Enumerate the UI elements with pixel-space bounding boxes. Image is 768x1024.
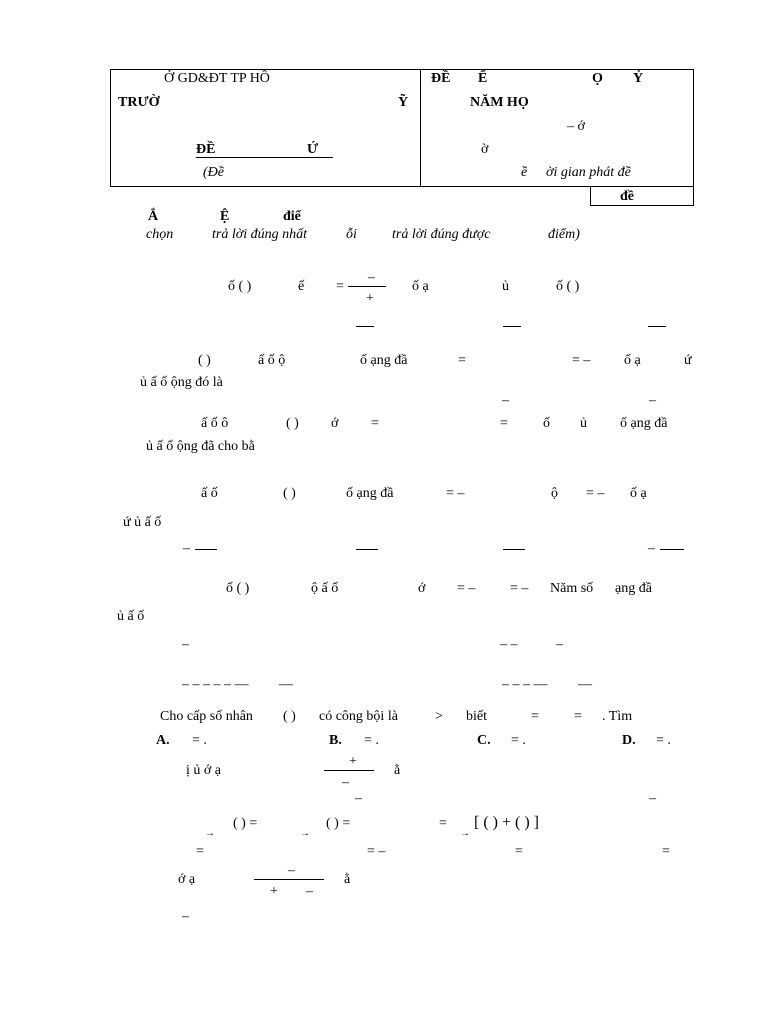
q7-limit-4: [ ( ) + ( ) ] [474, 814, 539, 831]
q7-option-a: = [196, 844, 204, 859]
q4-option-c-line [503, 549, 525, 550]
q4-text-g: ố ạ [630, 486, 647, 501]
q3-text-g: ủ [580, 416, 587, 431]
q5-text-b: ộ ấ ố [311, 581, 339, 596]
q7-frac-num: + [349, 754, 357, 769]
section-instr-b: trả lời đúng nhất [212, 227, 307, 242]
q5-line2: ủ ấ ố [117, 609, 145, 624]
q4-option-b-line [356, 549, 378, 550]
q4-option-a-line [195, 549, 217, 550]
q7-text-b: ằ [394, 763, 401, 778]
section-instr-a: chọn [146, 227, 174, 242]
q5-row1-mark-a: – [182, 637, 189, 652]
header-exam-title-b: Ế [478, 71, 488, 86]
q6-text-a: Cho cấp số nhân [160, 709, 253, 724]
q8-frac-den-b: – [306, 884, 313, 899]
q6-option-c-label: C. [477, 733, 491, 748]
header-exam-title-a: ĐỀ [431, 71, 451, 86]
q7-arrow-2: → [300, 828, 310, 839]
header-page-note: (Đề [203, 165, 224, 180]
header-school-year: NĂM HỌ [470, 95, 529, 110]
q4-text-e: ộ [551, 486, 558, 501]
section-title-c: điể [283, 209, 301, 224]
q6-eq1: = [531, 709, 539, 724]
q5-eq1: = – [457, 581, 476, 596]
q8-text-a: ớ ạ [178, 872, 196, 887]
q4-text-b: ( ) [283, 486, 296, 501]
q5-text-g: ạng đầ [615, 581, 652, 596]
header-underline [196, 157, 333, 158]
q7-option-mark-1: – [355, 791, 362, 806]
section-instr-e: điểm) [548, 227, 580, 242]
q6-option-d-label: D. [622, 733, 636, 748]
q4-line2: ứ ủ ấ ố [123, 515, 162, 530]
q2-text-f: ố ạ [624, 353, 641, 368]
q6-option-d-value: = . [656, 733, 671, 748]
q2-eq2: = – [572, 353, 591, 368]
q4-option-d-line [660, 549, 684, 550]
q6-option-a-label: A. [156, 733, 170, 748]
q6-text-c: có công bội là [319, 709, 398, 724]
q6-option-a-value: = . [192, 733, 207, 748]
q1-text-a: ố ( ) [228, 279, 252, 294]
q8-option-mark-1: – [182, 909, 189, 924]
q5-row1-mark-b: – – [500, 637, 518, 652]
q4-text-c: ố ạng đầ [346, 486, 394, 501]
q1-frac-line [348, 286, 386, 287]
q2-option-mark-1: – [502, 393, 509, 408]
q1-frac-num: – [368, 270, 375, 285]
q4-option-mark-4: – [648, 541, 655, 556]
q3-text-c: ớ [331, 416, 339, 431]
q6-text-b: ( ) [283, 709, 296, 724]
q4-eq1: = – [446, 486, 465, 501]
header-time-note-b: ời gian phát đề [546, 165, 631, 180]
q1-option-a-line [356, 326, 374, 327]
q5-row2-marks-b: — [279, 677, 293, 692]
q7-arrow-3: → [460, 828, 470, 839]
q8-frac-num: – [288, 863, 295, 878]
q5-text-f: Năm số [550, 581, 594, 596]
q8-text-b: ằ [344, 872, 351, 887]
q7-arrow-1: → [205, 828, 215, 839]
q4-option-mark-1: – [183, 541, 190, 556]
header-exam-type-b: Ứ [307, 142, 319, 157]
q5-row1-mark-c: – [556, 637, 563, 652]
header-exam-title-c: Ọ [592, 71, 603, 86]
q5-row2-marks-c: – – – — [502, 677, 548, 692]
q3-eq1: = [371, 416, 379, 431]
q5-eq2: = – [510, 581, 529, 596]
q7-option-c: = [515, 844, 523, 859]
header-time-note-a: ề [521, 165, 528, 180]
header-exam-title-d: Ỷ [633, 71, 644, 86]
q7-frac-line [324, 770, 374, 771]
q6-option-b-label: B. [329, 733, 342, 748]
q1-frac-den: + [366, 291, 374, 306]
q5-row2-marks-d: — [578, 677, 592, 692]
q2-text-b: ấ ố ộ [258, 353, 286, 368]
q2-line2: ủ ấ ố ộng đó là [140, 375, 223, 390]
section-title-b: Ệ [220, 209, 230, 224]
exam-code-box [590, 187, 694, 206]
header-department: Ở GD&ĐT TP HỒ [164, 71, 270, 86]
header-divider [420, 69, 421, 187]
q4-text-a: ấ ố [201, 486, 218, 501]
q6-text-e: biết [466, 709, 487, 724]
header-grade: – ớ [567, 119, 585, 134]
q1-option-b-line [503, 326, 521, 327]
q2-text-a: ( ) [198, 353, 211, 368]
q1-text-f: ố ( ) [556, 279, 580, 294]
q2-text-g: ứ [684, 353, 692, 368]
q4-eq2: = – [586, 486, 605, 501]
q7-option-mark-2: – [649, 791, 656, 806]
q3-line2: ủ ấ ố ộng đã cho bằ [146, 439, 255, 454]
q5-text-a: ố ( ) [226, 581, 250, 596]
q7-option-b: = – [367, 844, 386, 859]
q3-text-f: ố [543, 416, 550, 431]
exam-code-label: đề [620, 189, 634, 204]
q2-text-c: ố ạng đầ [360, 353, 408, 368]
header-school-b: Ỹ [398, 95, 409, 110]
q3-text-h: ố ạng đầ [620, 416, 668, 431]
q7-limit-2: ( ) = [326, 816, 351, 831]
q5-text-c: ớ [418, 581, 426, 596]
section-instr-c: ỗi [346, 227, 357, 242]
q1-eq: = [336, 279, 344, 294]
q2-option-mark-2: – [649, 393, 656, 408]
q2-eq1: = [458, 353, 466, 368]
q1-option-c-line [648, 326, 666, 327]
header-school-a: TRƯỜ [118, 95, 160, 110]
section-instr-d: trả lời đúng được [392, 227, 491, 242]
q6-option-b-value: = . [364, 733, 379, 748]
q7-text-a: ị ủ ớ ạ [186, 763, 222, 778]
q6-eq2: = [574, 709, 582, 724]
q3-eq2: = [500, 416, 508, 431]
header-time: ờ [481, 142, 489, 157]
q8-frac-den-a: + [270, 884, 278, 899]
q5-row2-marks-a: – – – – – — [182, 677, 249, 692]
q3-text-b: ( ) [286, 416, 299, 431]
q8-frac-line [254, 879, 324, 880]
q1-text-d: ố ạ [412, 279, 429, 294]
q7-limit-3: = [439, 816, 447, 831]
q6-option-c-value: = . [511, 733, 526, 748]
q7-frac-den: – [342, 775, 349, 790]
q7-option-d: = [662, 844, 670, 859]
q1-text-b: ế [298, 279, 305, 294]
q7-limit-1: ( ) = [233, 816, 258, 831]
q3-text-a: ấ ố ô [201, 416, 229, 431]
section-title-a: Ắ [148, 209, 159, 224]
q1-text-e: ủ [502, 279, 509, 294]
header-exam-type-a: ĐỀ [196, 142, 216, 157]
q6-text-d: > [435, 709, 443, 724]
q6-text-h: . Tìm [602, 709, 633, 724]
